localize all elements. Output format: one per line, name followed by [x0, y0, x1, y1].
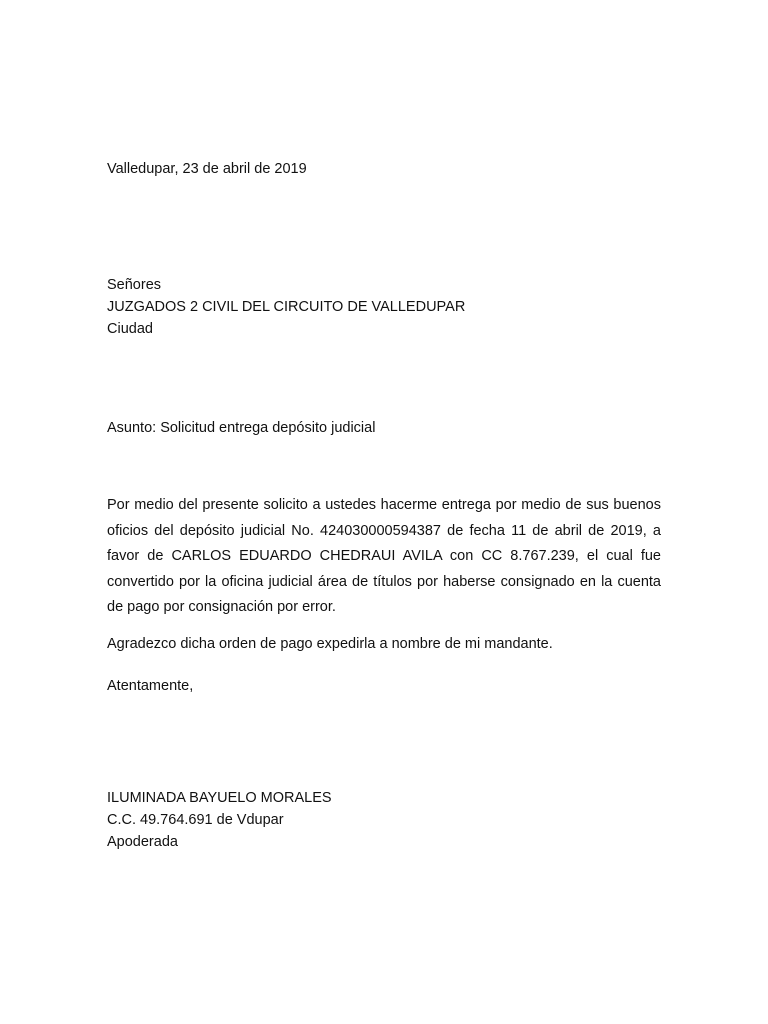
recipient-salutation: Señores: [107, 277, 162, 293]
signature-id: C.C. 49.764.691 de Vdupar: [107, 812, 284, 828]
recipient-city: Ciudad: [107, 321, 153, 337]
date-line: Valledupar, 23 de abril de 2019: [107, 161, 307, 177]
thanks-line: Agradezco dicha orden de pago expedirla a nombre de mi mandante.: [107, 636, 553, 652]
closing-line: Atentamente,: [107, 678, 194, 694]
body-paragraph: Por medio del presente solicito a ustedes hacerme entrega por medio de sus buenos oficios del depósito judicial No. 424030000594387 de fecha 11 de abril de 2019, a favor de CARLOS EDUARDO CHEDRAUI AVILA con CC 8.767.239, el cual fue convertido por la oficina judicial área de títulos por haberse consignado en la cuenta de pago por consignación por error.: [107, 497, 661, 615]
recipient-court: JUZGADOS 2 CIVIL DEL CIRCUITO DE VALLEDUPAR: [107, 299, 466, 315]
signature-role: Apoderada: [107, 834, 178, 850]
signature-name: ILUMINADA BAYUELO MORALES: [107, 790, 332, 806]
subject-line: Asunto: Solicitud entrega depósito judicial: [107, 420, 376, 436]
